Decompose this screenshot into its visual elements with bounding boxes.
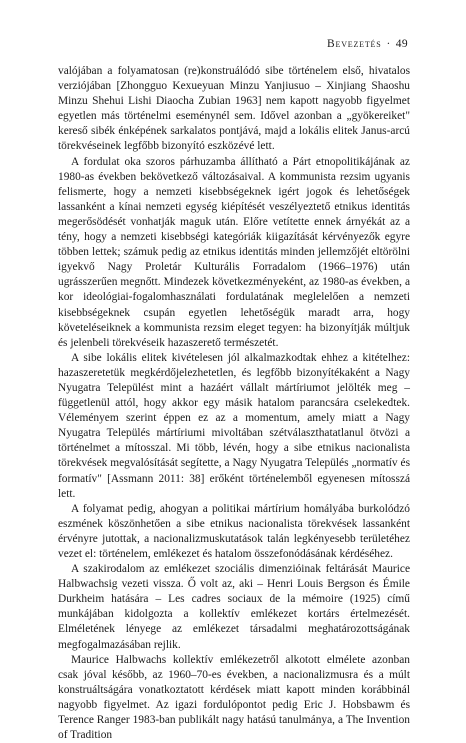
paragraph: A sibe lokális elitek kivételesen jól alkalmazkodtak ehhez a kitételhez: hazaszeretetük megkérdőjelezhetetlen, és legfőbb bizonyítékaként a Nagy Nyugatra Települést mint a hazáért vállalt mártíriumot jelölték meg – függetlenül attól, hogy akkor egy másik hatalom parancsára cselekedtek. Véleményem szerint éppen ez az a momentum, amely miatt a Nagy Nyugatra Település mártíriumi mivoltában szétválaszthatatlanul ötvözi a történelmet a mítosszal. Mi több, lévén, hogy a sibe etnikus nacionalista törekvések megvalósítását segítette, a Nagy Nyugatra Település „normatív és formatív" [Assmann 2011: 38] erőként történelemből egyenesen mítosszá lett.: [58, 351, 410, 500]
paragraph: A folyamat pedig, ahogyan a politikai mártírium homályába burkolódzó eszmének köszönhetően a sibe etnikus nacionalista törekvések lassanként érvényre jutottak, a nacionalizmuskutatások talán legkényesebb területéhez vezet el: történelem, emlékezet és hatalom összefonódásának kérdéséhez.: [58, 502, 410, 560]
body-text: [58, 64, 410, 743]
paragraph: valójában a folyamatosan (re)konstruálódó sibe történelem első, hivatalos verziójában [Zhongguo Kexueyuan Minzu Yanjiusuo – Xinjiang Shaoshu Minzu Shehui Lishi Diaocha Zubian 1963] nem kapott nagyobb figyelmet egyetlen más történelmi eseménynél sem. Idővel azonban a „gyökereiket" kereső sibék énképének sarkalatos pontjává, majd a lokális elitek Janus-arcú törekvéseinek legfőbb bizonyító eszközévé lett.: [58, 65, 410, 153]
paragraph: Maurice Halbwachs kollektív emlékezetről alkotott elmélete azonban csak jóval később, az 1960–70-es években, a nacionalizmusra és a múlt konstruáltságára vonatkoztatott kérdések miatt kapott minden korábbinál nagyobb figyelmet. Az igazi fordulópontot pedig Eric J. Hobsbawm és Terence Ranger 1983-ban publikált nagy hatású tanulmánya, a The Invention of Tradition: [58, 653, 410, 742]
page-number: 49: [395, 38, 408, 50]
paragraph: A fordulat oka szoros párhuzamba állítható a Párt etnopolitikájának az 1980-as években bekövetkező változásaival. A kommunista rezsim ugyanis felismerte, hogy a nemzeti kisebbségeknek igért jogok és lehetőségek lassanként a kínai nemzeti egység kiépítését veszélyeztető etnikus identitás megerősödését vonhatják maguk után. Előre vetítette ennek árnyékát az a tény, hogy a nemzeti kisebbségi kategóriák kiigazítását kérvényezők egyre többen lettek; számuk pedig az etnikus identitás minden jellemzőjét eltörölni igyekvő Nagy Proletár Kulturális Forradalom (1966–1976) után ugrásszerűen megnőtt. Mindezek következményeként, az 1980-as években, a kor ideológiai-fogalomhasználati fordulatának meglelelően a nemzeti kisebbségeknek csupán egyetlen lehetőségük maradt arra, hogy követeléseiknek a kommunista rezsim eleget tegyen: ha bizonyítják múltjuk és jelenbeli törekvéseik hazaszerető természetét.: [58, 155, 410, 349]
paragraph: A szakirodalom az emlékezet szociális dimenzióinak feltárását Maurice Halbwachsig vezeti vissza. Ő volt az, aki – Henri Louis Bergson és Émile Durkheim hatására – Les cadres sociaux de la mémoire (1925) című munkájában kidolgozta a kollektív emlékezet kortárs értelmezését. Elméletének lényege az emlékezet társadalmi meghatározottságának megfogalmazásában rejlik.: [58, 563, 410, 651]
section-title: Bevezetés: [327, 38, 382, 50]
running-header: [327, 38, 408, 50]
header-separator: ·: [386, 38, 391, 50]
